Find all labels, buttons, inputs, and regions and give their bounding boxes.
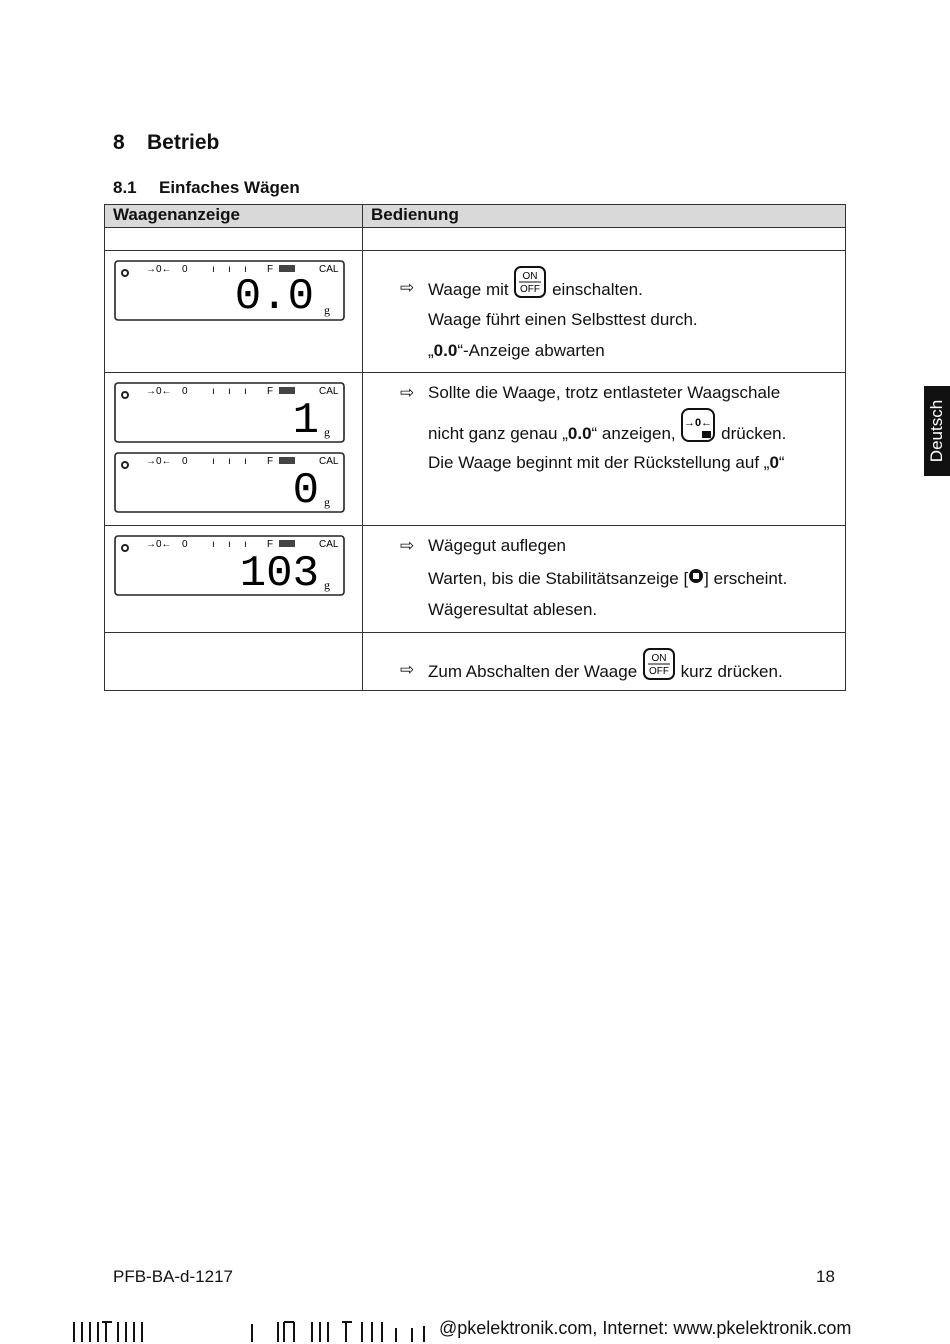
svg-text:ı: ı <box>244 386 247 397</box>
lcd-display <box>114 260 344 320</box>
display-cell <box>105 251 363 373</box>
subsection-title: Einfaches Wägen <box>159 178 300 197</box>
tare-button-icon <box>680 407 716 446</box>
stability-indicator-icon <box>122 270 128 276</box>
hollow-right-arrow-icon: ⇨ <box>400 660 415 679</box>
on-off-button-icon <box>642 647 676 684</box>
svg-text:g: g <box>324 495 330 509</box>
page-number: 18 <box>816 1267 835 1286</box>
svg-text:OFF: OFF <box>648 666 669 677</box>
lcd-value: 103 <box>239 549 319 597</box>
hollow-right-arrow-icon: ⇨ <box>400 278 415 297</box>
svg-text:ON: ON <box>651 653 667 664</box>
lcd-display <box>114 535 344 595</box>
svg-text:ı: ı <box>228 539 231 550</box>
svg-text:g: g <box>324 578 330 592</box>
battery-icon <box>279 265 295 272</box>
svg-text:ı: ı <box>212 386 215 397</box>
lcd-display <box>114 452 344 512</box>
section-heading <box>113 131 219 155</box>
svg-text:ı: ı <box>244 264 247 275</box>
svg-text:OFF: OFF <box>520 284 541 295</box>
instruction-cell: ⇨ Zum Abschalten der Waage ON OFF kurz drücken. <box>363 633 846 691</box>
operation-table <box>104 204 846 691</box>
subsection-heading <box>113 178 300 198</box>
lcd-o-label: 0 <box>182 264 188 275</box>
garbled-footer-graphic <box>72 1318 432 1344</box>
hollow-right-arrow-icon: ⇨ <box>400 536 415 555</box>
lcd-value: 0 <box>292 466 319 514</box>
svg-text:ı: ı <box>244 539 247 550</box>
language-label: Deutsch <box>927 399 946 463</box>
svg-text:g: g <box>324 425 330 439</box>
section-number: 8 <box>113 131 125 154</box>
svg-text:ı: ı <box>228 264 231 275</box>
svg-text:0: 0 <box>182 539 188 550</box>
empty-cell <box>105 228 363 251</box>
svg-text:ı: ı <box>212 456 215 467</box>
svg-text:ı: ı <box>228 456 231 467</box>
svg-text:→0←: →0← <box>146 456 172 467</box>
svg-text:F: F <box>267 539 274 550</box>
svg-text:ON: ON <box>522 271 538 282</box>
lcd-f-label: F <box>267 264 274 275</box>
svg-text:CAL: CAL <box>319 386 339 397</box>
section-title: Betrieb <box>147 131 220 154</box>
empty-cell <box>105 633 363 691</box>
svg-text:ı: ı <box>212 539 215 550</box>
subsection-number: 8.1 <box>113 178 137 197</box>
svg-text:CAL: CAL <box>319 539 339 550</box>
svg-text:F: F <box>267 386 274 397</box>
svg-text:0: 0 <box>182 386 188 397</box>
stability-indicator-icon <box>688 568 704 587</box>
svg-text:ı: ı <box>228 386 231 397</box>
svg-text:F: F <box>267 456 274 467</box>
lcd-unit: g <box>324 303 330 317</box>
empty-cell <box>363 228 846 251</box>
language-side-tab <box>924 386 950 476</box>
contact-line: @pkelektronik.com, Internet: www.pkelektronik.com <box>439 1318 852 1338</box>
lcd-cal-label: CAL <box>319 264 339 275</box>
lcd-value: 1 <box>292 396 319 444</box>
lcd-display <box>114 382 344 442</box>
display-cell <box>105 526 363 633</box>
svg-text:→0←: →0← <box>146 386 172 397</box>
instruction-cell: ⇨ Sollte die Waage, trotz entlasteter Waagschale nicht ganz genau „0.0“ anzeigen, →0← drücken. Die Waage beginnt mit der Rückstellung auf „0“ <box>363 373 846 526</box>
svg-text:ı: ı <box>244 456 247 467</box>
svg-text:CAL: CAL <box>319 456 339 467</box>
svg-text:→0←: →0← <box>684 417 713 429</box>
instruction-cell: ⇨ Waage mit ON OFF einschalten. Waage führt einen Selbsttest durch. „0.0“-Anzeige abwarten <box>363 251 846 373</box>
header-operation: Bedienung <box>363 205 846 228</box>
svg-text:0: 0 <box>182 456 188 467</box>
instruction-cell: ⇨ Wägegut auflegen Warten, bis die Stabilitätsanzeige [ ] erscheint. Wägeresultat ablesen. <box>363 526 846 633</box>
svg-text:ı: ı <box>212 264 215 275</box>
lcd-zero-label: →0← <box>146 264 172 275</box>
doc-id: PFB-BA-d-1217 <box>113 1267 233 1286</box>
svg-text:→0←: →0← <box>146 539 172 550</box>
lcd-value: 0.0 <box>234 272 314 322</box>
on-off-button-icon <box>513 265 547 302</box>
display-cell <box>105 373 363 526</box>
header-display: Waagenanzeige <box>105 205 363 228</box>
hollow-right-arrow-icon: ⇨ <box>400 383 415 402</box>
